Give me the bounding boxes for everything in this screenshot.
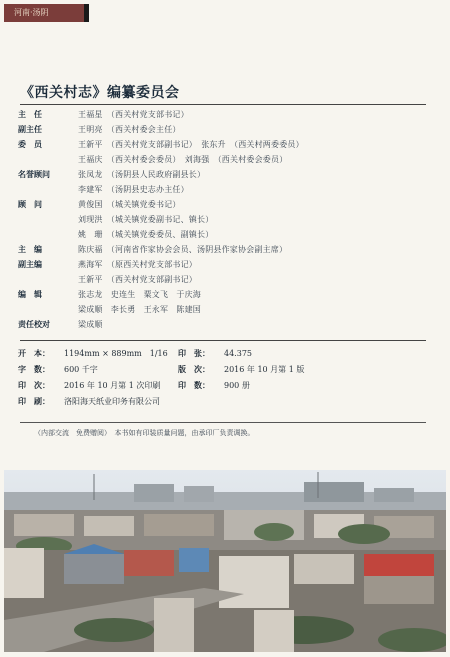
committee-row <box>18 167 438 182</box>
pub-label: 印 张： <box>178 349 210 358</box>
footnote: （内部交流 免费赠阅） 本书如有印装质量问题，由承印厂负责调换。 <box>34 429 255 437</box>
role-label: 名誉顾问 <box>18 170 50 179</box>
committee-row <box>18 272 438 287</box>
committee-row <box>18 287 438 302</box>
pub-label: 印 刷： <box>18 397 50 406</box>
pub-value: 2016 年 10 月第 1 版 <box>224 365 305 374</box>
committee-list <box>18 107 438 332</box>
member-text: 燕海军 （原西关村党支部书记） <box>78 260 197 269</box>
committee-row <box>18 227 438 242</box>
member-text: 姚 珊 （城关镇党委委员、副镇长） <box>78 230 214 239</box>
section-tab <box>4 4 84 22</box>
committee-row <box>18 182 438 197</box>
pub-label: 印 数： <box>178 381 210 390</box>
member-text: 李建军 （汤阴县史志办主任） <box>78 185 189 194</box>
section-tab-label: 河南·汤阴 <box>14 8 49 17</box>
committee-row <box>18 107 438 122</box>
pub-value: 2016 年 10 月第 1 次印刷 <box>64 381 161 390</box>
publication-row <box>18 362 438 378</box>
role-label: 主 任 <box>18 110 42 119</box>
member-text: 张志龙 史连生 粟文飞 于庆海 <box>78 290 201 299</box>
member-text: 梁成顺 李长勇 王永军 陈建国 <box>78 305 201 314</box>
role-label: 顾 问 <box>18 200 42 209</box>
village-aerial-photo <box>4 470 446 652</box>
role-label: 委 员 <box>18 140 42 149</box>
pub-value: 洛阳海天纸业印务有限公司 <box>64 397 160 406</box>
member-text: 王福庆 （西关村委会委员） 刘海强 （西关村委会委员） <box>78 155 288 164</box>
publication-row <box>18 378 438 394</box>
member-text: 张凤龙 （汤阴县人民政府副县长） <box>78 170 206 179</box>
committee-row <box>18 302 438 317</box>
publication-info <box>18 346 438 410</box>
role-label: 副主编 <box>18 260 42 269</box>
pub-value: 1194mm × 889mm 1/16 <box>64 349 168 358</box>
pub-value: 900 册 <box>224 381 250 390</box>
role-label: 副主任 <box>18 125 42 134</box>
committee-row <box>18 317 438 332</box>
role-label: 主 编 <box>18 245 42 254</box>
role-label: 编 辑 <box>18 290 42 299</box>
pub-label: 开 本： <box>18 349 50 358</box>
member-text: 梁成顺 <box>78 320 103 329</box>
committee-row <box>18 242 438 257</box>
committee-row <box>18 212 438 227</box>
village-aerial-illustration <box>4 470 446 652</box>
member-text: 陈庆福 （河南省作家协会会员、汤阴县作家协会副主席） <box>78 245 288 254</box>
member-text: 王明亮 （西关村委会主任） <box>78 125 181 134</box>
pub-label: 字 数： <box>18 365 50 374</box>
pub-label: 版 次： <box>178 365 210 374</box>
publication-row <box>18 394 438 410</box>
member-text: 王新平 （西关村党支部副书记） 张东升 （西关村两委委员） <box>78 140 304 149</box>
committee-row <box>18 137 438 152</box>
divider <box>20 104 426 105</box>
publication-row <box>18 346 438 362</box>
role-label: 责任校对 <box>18 320 50 329</box>
committee-row <box>18 197 438 212</box>
member-text: 王新平 （西关村党支部副书记） <box>78 275 197 284</box>
committee-row <box>18 122 438 137</box>
pub-value: 600 千字 <box>64 365 98 374</box>
divider <box>20 340 426 341</box>
page-title: 《西关村志》编纂委员会 <box>20 85 180 101</box>
committee-row <box>18 152 438 167</box>
member-text: 刘现洪 （城关镇党委副书记、镇长） <box>78 215 214 224</box>
pub-label: 印 次： <box>18 381 50 390</box>
divider <box>20 422 426 423</box>
member-text: 黄俊国 （城关镇党委书记） <box>78 200 181 209</box>
pub-value: 44.375 <box>224 349 252 358</box>
header-marker <box>84 4 89 22</box>
committee-row <box>18 257 438 272</box>
member-text: 王福星 （西关村党支部书记） <box>78 110 189 119</box>
